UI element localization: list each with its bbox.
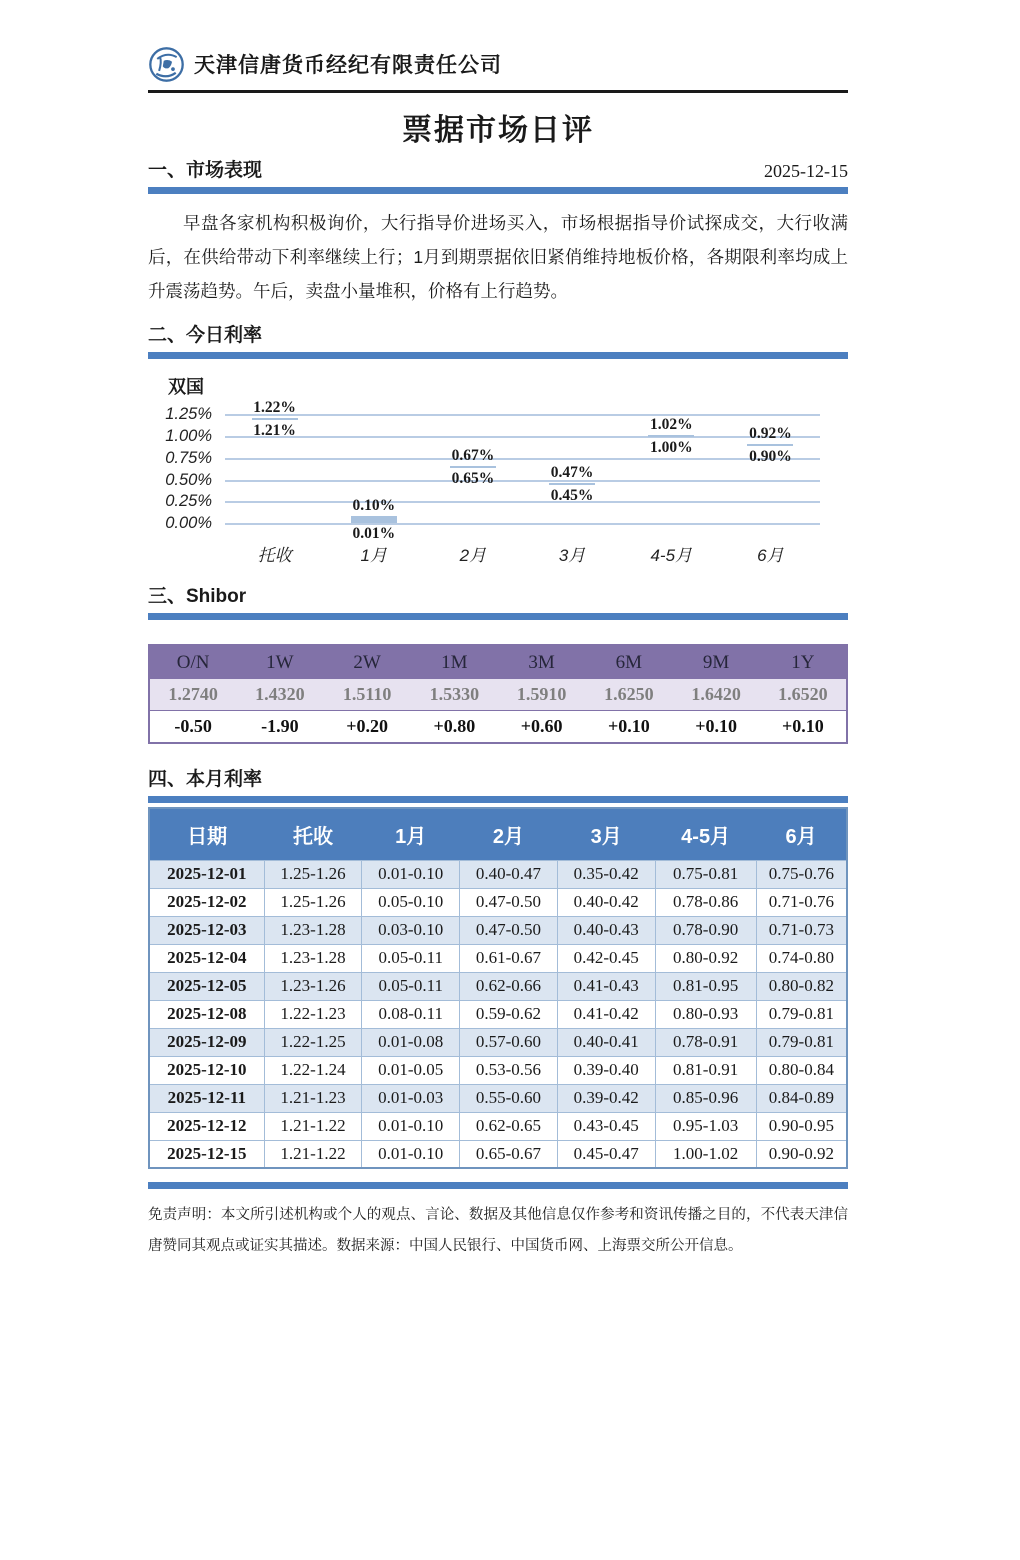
monthly-rate-cell: 0.90-0.95 bbox=[756, 1112, 847, 1140]
monthly-date-cell: 2025-12-08 bbox=[149, 1000, 264, 1028]
monthly-rate-cell: 0.79-0.81 bbox=[756, 1000, 847, 1028]
section2-heading: 二、今日利率 bbox=[148, 325, 263, 347]
market-commentary: 早盘各家机构积极询价，大行指导价进场买入，市场根据指导价试探成交，大行收满后，在供给带动下利率继续上行；1月到期票据依旧紧俏维持地板价格，各期限利率均成上升震荡趋势。午后，卖盘小量堆积，价格有上行趋势。 bbox=[148, 213, 848, 301]
monthly-rate-cell: 0.55-0.60 bbox=[460, 1084, 558, 1112]
chart-high-value-label: 1.02% bbox=[649, 416, 693, 434]
monthly-rate-cell: 1.25-1.26 bbox=[264, 888, 362, 916]
monthly-rate-cell: 0.81-0.95 bbox=[655, 972, 756, 1000]
shibor-change-cell: -1.90 bbox=[236, 710, 323, 743]
monthly-rate-cell: 0.05-0.11 bbox=[362, 972, 460, 1000]
section2-divider bbox=[148, 352, 848, 359]
shibor-tenor-cell: 2W bbox=[324, 645, 411, 679]
section4-divider bbox=[148, 796, 848, 803]
monthly-rate-cell: 0.01-0.10 bbox=[362, 860, 460, 888]
chart-range-bar bbox=[747, 444, 793, 446]
shibor-change-cell: -0.50 bbox=[149, 710, 236, 743]
shibor-change-row bbox=[149, 710, 847, 743]
monthly-rate-cell: 0.40-0.41 bbox=[557, 1028, 655, 1056]
shibor-tenor-cell: 1Y bbox=[760, 645, 847, 679]
monthly-table-row bbox=[149, 1140, 847, 1168]
chart-low-value-label: 0.90% bbox=[749, 448, 792, 466]
monthly-rate-cell: 1.21-1.22 bbox=[264, 1112, 362, 1140]
disclaimer-text: 免责声明：本文所引述机构或个人的观点、言论、数据及其他信息仅作参考和资讯传播之目的，不代表天津信唐赞同其观点或证实其描述。数据来源：中国人民银行、中国货币网、上海票交所公开信息。 bbox=[148, 1207, 848, 1255]
monthly-rate-cell: 0.35-0.42 bbox=[557, 860, 655, 888]
monthly-header-cell: 1月 bbox=[362, 808, 460, 860]
monthly-date-cell: 2025-12-04 bbox=[149, 944, 264, 972]
monthly-rate-cell: 0.41-0.43 bbox=[557, 972, 655, 1000]
section-market-performance bbox=[148, 155, 848, 182]
chart-low-value-label: 0.65% bbox=[451, 469, 495, 487]
monthly-header-cell: 2月 bbox=[460, 808, 558, 860]
shibor-rate-cell: 1.5330 bbox=[411, 679, 498, 710]
monthly-table-row bbox=[149, 916, 847, 944]
report-header bbox=[148, 42, 848, 86]
monthly-rate-cell: 0.40-0.43 bbox=[557, 916, 655, 944]
monthly-rate-cell: 0.39-0.40 bbox=[557, 1056, 655, 1084]
chart-high-value-label: 0.92% bbox=[749, 425, 792, 443]
monthly-date-cell: 2025-12-12 bbox=[149, 1112, 264, 1140]
section1-heading: 一、市场表现 bbox=[148, 160, 263, 181]
monthly-rate-cell: 1.21-1.22 bbox=[264, 1140, 362, 1168]
monthly-rate-cell: 0.95-1.03 bbox=[655, 1112, 756, 1140]
shibor-tenor-cell: O/N bbox=[149, 645, 236, 679]
monthly-rate-cell: 0.90-0.92 bbox=[756, 1140, 847, 1168]
chart-ytick-label: 0.00% bbox=[165, 514, 212, 533]
monthly-table-row bbox=[149, 944, 847, 972]
chart-range-bar bbox=[648, 435, 694, 437]
monthly-rate-cell: 1.23-1.26 bbox=[264, 972, 362, 1000]
shibor-tenor-cell: 6M bbox=[585, 645, 672, 679]
shibor-rate-cell: 1.6420 bbox=[673, 679, 760, 710]
company-logo-icon bbox=[148, 46, 185, 83]
shibor-change-cell: +0.10 bbox=[585, 710, 672, 743]
chart-high-value-label: 0.67% bbox=[451, 446, 495, 464]
chart-ytick-label: 0.75% bbox=[165, 448, 212, 467]
monthly-rate-cell: 0.75-0.81 bbox=[655, 860, 756, 888]
monthly-header-row bbox=[149, 808, 847, 860]
monthly-rate-cell: 0.47-0.50 bbox=[460, 888, 558, 916]
shibor-rate-cell: 1.6520 bbox=[760, 679, 847, 710]
monthly-header-cell: 托收 bbox=[264, 808, 362, 860]
monthly-rate-cell: 0.45-0.47 bbox=[557, 1140, 655, 1168]
monthly-rate-cell: 1.23-1.28 bbox=[264, 916, 362, 944]
monthly-table-row bbox=[149, 972, 847, 1000]
monthly-rate-cell: 0.40-0.47 bbox=[460, 860, 558, 888]
section-monthly-rates bbox=[148, 764, 848, 791]
monthly-rate-cell: 0.74-0.80 bbox=[756, 944, 847, 972]
monthly-rate-cell: 0.01-0.10 bbox=[362, 1140, 460, 1168]
section4-heading: 四、本月利率 bbox=[148, 769, 263, 791]
monthly-rate-cell: 0.81-0.91 bbox=[655, 1056, 756, 1084]
chart-xtick-label: 6月 bbox=[757, 546, 784, 566]
chart-low-value-label: 1.00% bbox=[649, 439, 693, 457]
chart-gridline bbox=[225, 501, 820, 503]
monthly-rate-cell: 0.05-0.11 bbox=[362, 944, 460, 972]
shibor-rate-cell: 1.5110 bbox=[324, 679, 411, 710]
shibor-change-cell: +0.80 bbox=[411, 710, 498, 743]
monthly-rate-cell: 0.62-0.65 bbox=[460, 1112, 558, 1140]
chart-ytick-label: 0.50% bbox=[165, 470, 212, 489]
monthly-rate-cell: 0.40-0.42 bbox=[557, 888, 655, 916]
monthly-rate-cell: 0.71-0.73 bbox=[756, 916, 847, 944]
section-today-rates bbox=[148, 320, 848, 347]
chart-range-bar bbox=[549, 483, 595, 485]
monthly-rate-cell: 1.23-1.28 bbox=[264, 944, 362, 972]
chart-xtick-label: 1月 bbox=[360, 546, 387, 566]
shibor-rate-cell: 1.5910 bbox=[498, 679, 585, 710]
monthly-table-row bbox=[149, 1000, 847, 1028]
chart-xtick-label: 2月 bbox=[459, 546, 487, 566]
chart-title: 双国 bbox=[168, 377, 204, 398]
monthly-rate-cell: 0.41-0.42 bbox=[557, 1000, 655, 1028]
chart-range-bar bbox=[252, 418, 298, 420]
report-page bbox=[148, 0, 848, 1263]
monthly-rate-cell: 0.80-0.82 bbox=[756, 972, 847, 1000]
chart-high-value-label: 0.47% bbox=[550, 464, 594, 482]
shibor-rate-row bbox=[149, 679, 847, 710]
monthly-date-cell: 2025-12-03 bbox=[149, 916, 264, 944]
chart-low-value-label: 0.45% bbox=[550, 487, 594, 505]
chart-gridline bbox=[225, 480, 820, 482]
section3-divider bbox=[148, 613, 848, 620]
shibor-tenor-cell: 1W bbox=[236, 645, 323, 679]
monthly-rate-cell: 0.05-0.10 bbox=[362, 888, 460, 916]
monthly-table-row bbox=[149, 888, 847, 916]
monthly-rate-cell: 1.22-1.24 bbox=[264, 1056, 362, 1084]
shibor-rate-cell: 1.6250 bbox=[585, 679, 672, 710]
monthly-rate-cell: 1.21-1.23 bbox=[264, 1084, 362, 1112]
monthly-table-row bbox=[149, 1056, 847, 1084]
monthly-rate-cell: 0.71-0.76 bbox=[756, 888, 847, 916]
monthly-rate-cell: 0.53-0.56 bbox=[460, 1056, 558, 1084]
monthly-rate-cell: 0.78-0.86 bbox=[655, 888, 756, 916]
monthly-rate-cell: 0.84-0.89 bbox=[756, 1084, 847, 1112]
monthly-rate-cell: 0.78-0.90 bbox=[655, 916, 756, 944]
shibor-tenor-row bbox=[149, 645, 847, 679]
chart-gridline bbox=[225, 414, 820, 416]
shibor-rate-cell: 1.2740 bbox=[149, 679, 236, 710]
monthly-table-row bbox=[149, 1028, 847, 1056]
monthly-rate-cell: 0.43-0.45 bbox=[557, 1112, 655, 1140]
chart-gridline bbox=[225, 523, 820, 525]
chart-range-bar bbox=[450, 466, 496, 468]
monthly-rate-cell: 0.80-0.93 bbox=[655, 1000, 756, 1028]
monthly-rate-cell: 0.57-0.60 bbox=[460, 1028, 558, 1056]
chart-low-value-label: 1.21% bbox=[253, 421, 296, 439]
page-title: 票据市场日评 bbox=[402, 114, 594, 147]
monthly-rates-table bbox=[148, 807, 848, 1169]
monthly-rate-cell: 0.01-0.05 bbox=[362, 1056, 460, 1084]
chart-xtick-label: 4-5月 bbox=[650, 546, 693, 566]
monthly-date-cell: 2025-12-11 bbox=[149, 1084, 264, 1112]
monthly-rate-cell: 1.22-1.23 bbox=[264, 1000, 362, 1028]
monthly-table-row bbox=[149, 860, 847, 888]
monthly-rate-cell: 0.47-0.50 bbox=[460, 916, 558, 944]
shibor-change-cell: +0.10 bbox=[673, 710, 760, 743]
monthly-rate-cell: 0.79-0.81 bbox=[756, 1028, 847, 1056]
monthly-rate-cell: 0.01-0.10 bbox=[362, 1112, 460, 1140]
chart-low-value-label: 0.01% bbox=[352, 525, 396, 543]
monthly-rate-cell: 0.80-0.84 bbox=[756, 1056, 847, 1084]
monthly-rate-cell: 0.80-0.92 bbox=[655, 944, 756, 972]
shibor-change-cell: +0.60 bbox=[498, 710, 585, 743]
section1-divider bbox=[148, 187, 848, 194]
section3-heading: 三、Shibor bbox=[148, 586, 247, 608]
header-divider bbox=[148, 90, 848, 93]
chart-gridline bbox=[225, 436, 820, 438]
shibor-rate-cell: 1.4320 bbox=[236, 679, 323, 710]
shibor-tenor-cell: 9M bbox=[673, 645, 760, 679]
monthly-date-cell: 2025-12-10 bbox=[149, 1056, 264, 1084]
shibor-tenor-cell: 1M bbox=[411, 645, 498, 679]
monthly-date-cell: 2025-12-01 bbox=[149, 860, 264, 888]
monthly-rate-cell: 0.08-0.11 bbox=[362, 1000, 460, 1028]
chart-high-value-label: 1.22% bbox=[253, 398, 296, 416]
footer-divider bbox=[148, 1182, 848, 1189]
monthly-rate-cell: 0.01-0.03 bbox=[362, 1084, 460, 1112]
monthly-header-cell: 6月 bbox=[756, 808, 847, 860]
shibor-change-cell: +0.10 bbox=[760, 710, 847, 743]
chart-xtick-label: 3月 bbox=[558, 546, 586, 566]
monthly-date-cell: 2025-12-15 bbox=[149, 1140, 264, 1168]
chart-high-value-label: 0.10% bbox=[352, 496, 396, 514]
chart-ytick-label: 1.00% bbox=[165, 427, 212, 446]
monthly-rate-cell: 1.22-1.25 bbox=[264, 1028, 362, 1056]
shibor-table bbox=[148, 644, 848, 744]
monthly-rate-cell: 0.59-0.62 bbox=[460, 1000, 558, 1028]
monthly-header-cell: 日期 bbox=[149, 808, 264, 860]
monthly-date-cell: 2025-12-09 bbox=[149, 1028, 264, 1056]
monthly-rate-cell: 0.61-0.67 bbox=[460, 944, 558, 972]
monthly-rate-cell: 0.01-0.08 bbox=[362, 1028, 460, 1056]
monthly-rate-cell: 0.75-0.76 bbox=[756, 860, 847, 888]
monthly-rate-cell: 1.25-1.26 bbox=[264, 860, 362, 888]
monthly-rate-cell: 0.85-0.96 bbox=[655, 1084, 756, 1112]
chart-ytick-label: 0.25% bbox=[165, 492, 212, 511]
monthly-rate-cell: 0.03-0.10 bbox=[362, 916, 460, 944]
shibor-tenor-cell: 3M bbox=[498, 645, 585, 679]
monthly-date-cell: 2025-12-02 bbox=[149, 888, 264, 916]
monthly-header-cell: 4-5月 bbox=[655, 808, 756, 860]
section-shibor bbox=[148, 581, 848, 608]
monthly-date-cell: 2025-12-05 bbox=[149, 972, 264, 1000]
monthly-rate-cell: 0.39-0.42 bbox=[557, 1084, 655, 1112]
monthly-header-cell: 3月 bbox=[557, 808, 655, 860]
monthly-rate-cell: 0.42-0.45 bbox=[557, 944, 655, 972]
monthly-table-row bbox=[149, 1084, 847, 1112]
chart-range-bar bbox=[351, 516, 397, 524]
monthly-rate-cell: 0.65-0.67 bbox=[460, 1140, 558, 1168]
chart-xtick-label: 托收 bbox=[257, 546, 292, 566]
rates-range-chart bbox=[148, 367, 848, 575]
report-date: 2025-12-15 bbox=[764, 161, 848, 181]
monthly-table-row bbox=[149, 1112, 847, 1140]
monthly-rate-cell: 1.00-1.02 bbox=[655, 1140, 756, 1168]
monthly-rate-cell: 0.62-0.66 bbox=[460, 972, 558, 1000]
chart-gridline bbox=[225, 458, 820, 460]
shibor-change-cell: +0.20 bbox=[324, 710, 411, 743]
monthly-rate-cell: 0.78-0.91 bbox=[655, 1028, 756, 1056]
company-name: 天津信唐货币经纪有限责任公司 bbox=[194, 54, 502, 77]
chart-ytick-label: 1.25% bbox=[165, 405, 212, 424]
